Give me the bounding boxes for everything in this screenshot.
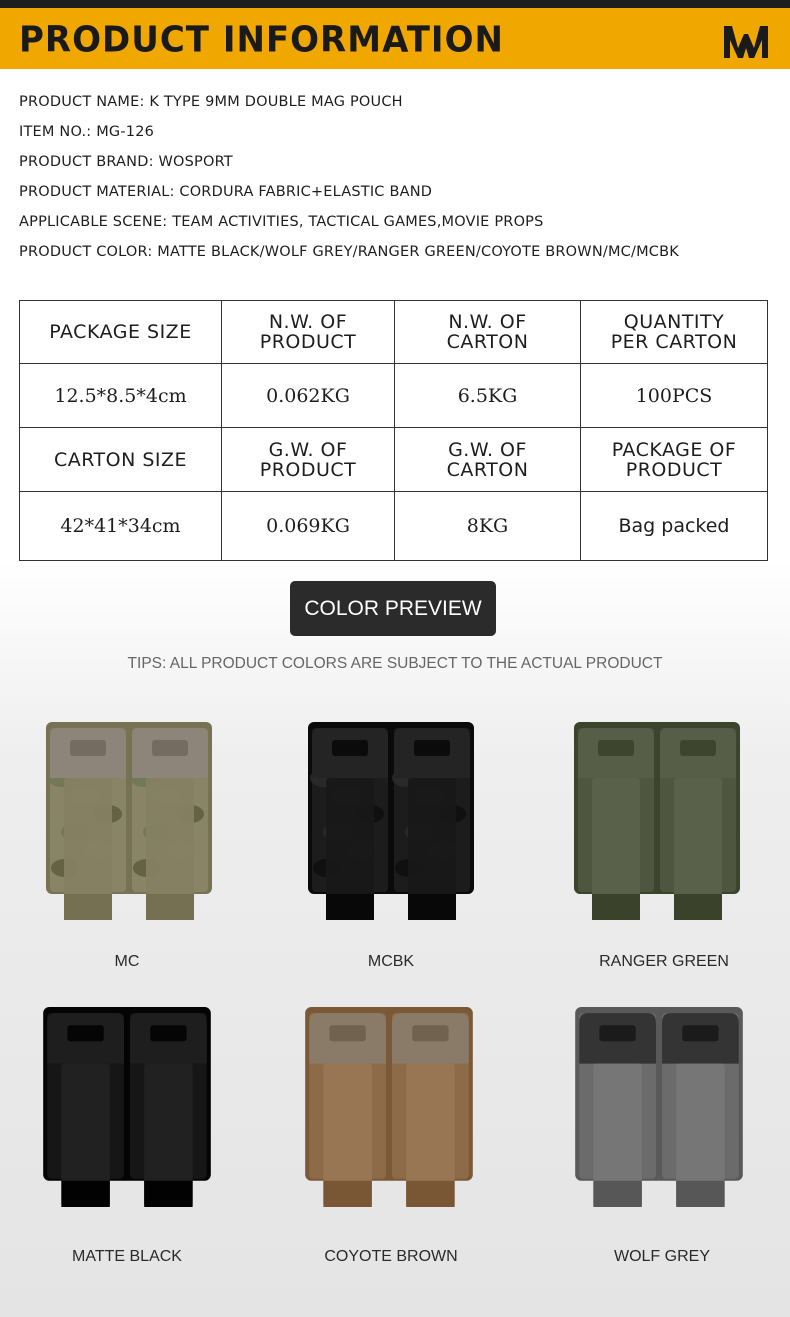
spec-table bbox=[19, 300, 768, 561]
hdr-text: G.W. OF CARTON bbox=[446, 438, 529, 481]
pouch-sleeve bbox=[579, 1013, 656, 1207]
product-image-ranger-green bbox=[566, 718, 748, 922]
caption-mcbk: MCBK bbox=[367, 953, 415, 970]
hdr-quantity bbox=[581, 301, 768, 364]
hdr-nw-carton bbox=[395, 301, 581, 364]
product-image-mc bbox=[40, 718, 218, 922]
hdr-gw-product bbox=[222, 428, 395, 492]
mag-pouch-icon bbox=[36, 1003, 218, 1209]
pouch-sleeve bbox=[660, 728, 736, 920]
pouch-sleeve bbox=[47, 1013, 124, 1207]
mag-pouch-icon bbox=[40, 718, 218, 922]
product-image-coyote-brown bbox=[298, 1003, 480, 1209]
top-dark-strip bbox=[0, 0, 790, 8]
spec-value-row-2 bbox=[20, 492, 768, 561]
info-item-no: ITEM NO.: MG-126 bbox=[19, 124, 155, 140]
pouch-sleeve bbox=[578, 728, 654, 920]
spec-header-row-2 bbox=[20, 428, 768, 492]
info-product-name: PRODUCT NAME: K TYPE 9MM DOUBLE MAG POUCH bbox=[19, 94, 403, 110]
product-image-mcbk bbox=[302, 718, 480, 922]
pouch-sleeve bbox=[130, 1013, 207, 1207]
pouch-sleeve bbox=[48, 728, 126, 920]
val-carton-size: 42*41*34cm bbox=[20, 492, 222, 561]
spec-header-row-1 bbox=[20, 301, 768, 364]
hdr-text: QUANTITY PER CARTON bbox=[610, 311, 738, 353]
product-image-matte-black bbox=[36, 1003, 218, 1209]
info-brand: PRODUCT BRAND: WOSPORT bbox=[19, 154, 233, 170]
mag-pouch-icon bbox=[566, 718, 748, 922]
spec-value-row-1 bbox=[20, 364, 768, 428]
hdr-text: PACKAGE OF PRODUCT bbox=[611, 438, 737, 481]
page-title: PRODUCT INFORMATION bbox=[19, 19, 504, 61]
pouch-sleeve bbox=[392, 728, 470, 920]
tips-text: TIPS: ALL PRODUCT COLORS ARE SUBJECT TO THE ACTUAL PRODUCT bbox=[127, 655, 663, 672]
mag-pouch-icon bbox=[298, 1003, 480, 1209]
pouch-sleeve bbox=[392, 1013, 469, 1207]
pouch-sleeve bbox=[309, 1013, 386, 1207]
hdr-package-size bbox=[20, 301, 222, 364]
hdr-carton-size bbox=[20, 428, 222, 492]
val-gw-carton: 8KG bbox=[395, 492, 581, 561]
caption-wolf-grey: WOLF GREY bbox=[613, 1248, 710, 1265]
caption-mc: MC bbox=[114, 953, 140, 970]
pouch-sleeve bbox=[662, 1013, 739, 1207]
hdr-text: G.W. OF PRODUCT bbox=[259, 438, 357, 481]
hdr-text: PACKAGE SIZE bbox=[49, 321, 192, 343]
hdr-text: CARTON SIZE bbox=[53, 448, 188, 471]
val-package: Bag packed bbox=[581, 492, 768, 561]
hdr-nw-product bbox=[222, 301, 395, 364]
pouch-sleeve bbox=[310, 728, 388, 920]
header-banner bbox=[0, 8, 790, 69]
wosport-logo-icon bbox=[722, 22, 770, 62]
mag-pouch-icon bbox=[566, 1003, 752, 1209]
hdr-text: N.W. OF CARTON bbox=[446, 311, 529, 353]
val-nw-carton: 6.5KG bbox=[395, 364, 581, 428]
mag-pouch-icon bbox=[302, 718, 480, 922]
product-info-list bbox=[19, 92, 779, 272]
caption-ranger-green: RANGER GREEN bbox=[599, 953, 729, 970]
val-quantity: 100PCS bbox=[581, 364, 768, 428]
hdr-package bbox=[581, 428, 768, 492]
hdr-text: N.W. OF PRODUCT bbox=[259, 311, 357, 353]
info-color: PRODUCT COLOR: MATTE BLACK/WOLF GREY/RANGER GREEN/COYOTE BROWN/MC/MCBK bbox=[19, 244, 679, 260]
color-preview-button[interactable]: COLOR PREVIEW bbox=[290, 581, 496, 636]
caption-coyote-brown: COYOTE BROWN bbox=[324, 1248, 458, 1265]
val-package-size: 12.5*8.5*4cm bbox=[20, 364, 222, 428]
hdr-gw-carton bbox=[395, 428, 581, 492]
caption-matte-black: MATTE BLACK bbox=[72, 1248, 182, 1265]
info-scene: APPLICABLE SCENE: TEAM ACTIVITIES, TACTICAL GAMES,MOVIE PROPS bbox=[19, 214, 544, 230]
info-material: PRODUCT MATERIAL: CORDURA FABRIC+ELASTIC BAND bbox=[19, 184, 433, 200]
val-nw-product: 0.062KG bbox=[222, 364, 395, 428]
pouch-sleeve bbox=[130, 728, 208, 920]
product-image-wolf-grey bbox=[566, 1003, 752, 1209]
val-gw-product: 0.069KG bbox=[222, 492, 395, 561]
